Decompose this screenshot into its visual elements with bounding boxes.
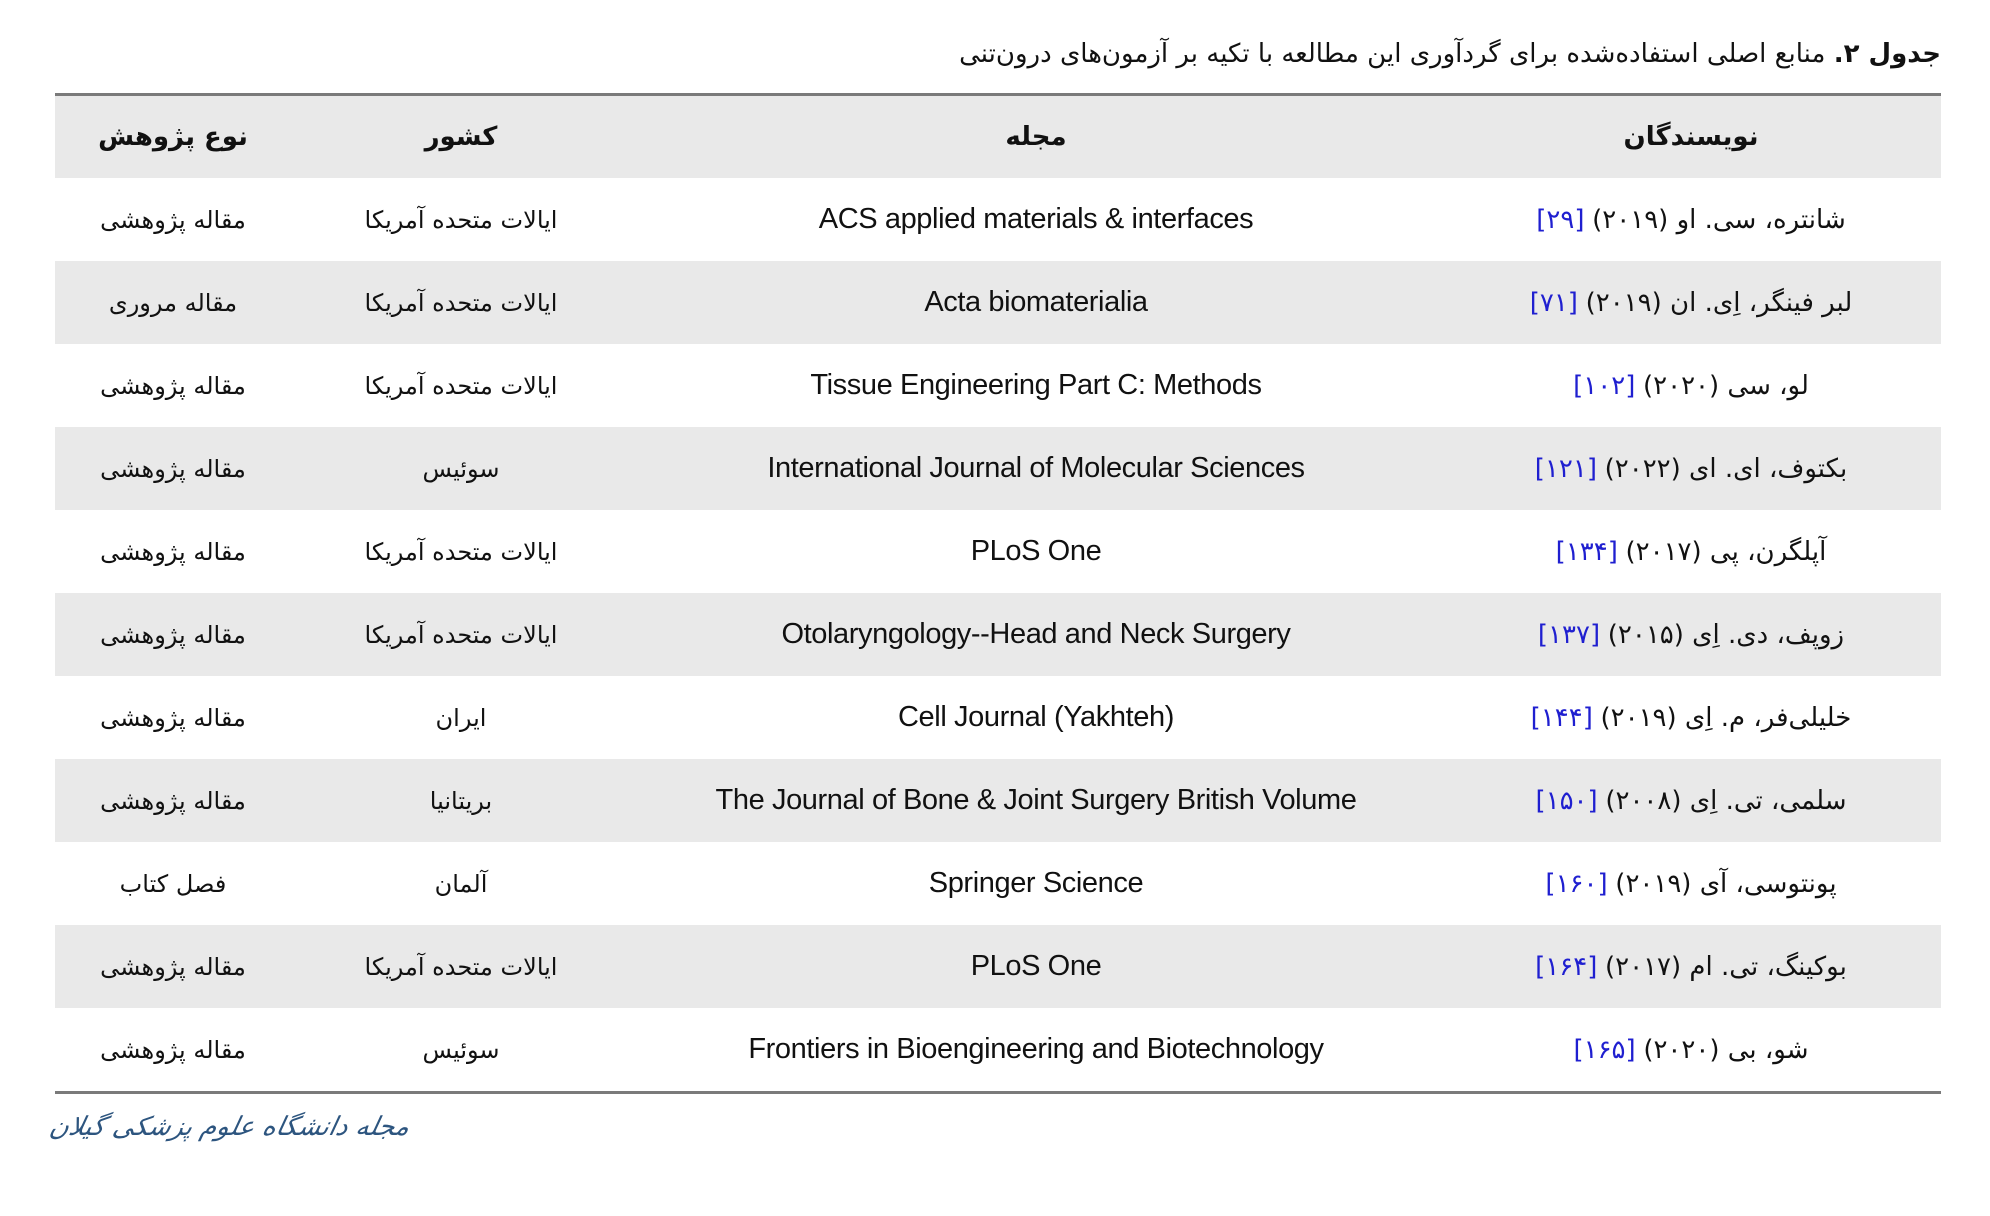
cell-type: مقاله پژوهشی [100, 620, 246, 649]
cell-type: مقاله مروری [108, 288, 238, 317]
cell-author [1441, 925, 1941, 1008]
table-row [55, 1008, 1941, 1091]
table-caption [959, 34, 1941, 74]
cell-journal: PLoS One [970, 535, 1102, 567]
cell-journal: Tissue Engineering Part C: Methods [810, 369, 1262, 401]
citation-link[interactable]: [۲۹] [1536, 204, 1585, 235]
cell-country: آلمان [434, 869, 488, 898]
table-row [55, 593, 1941, 676]
cell-country: ایالات متحده آمریکا [364, 288, 558, 317]
author-name: سلمی، تی. اِی (۲۰۰۸) [1605, 785, 1847, 816]
citation-link[interactable]: [۱۶۰] [1545, 868, 1608, 899]
cell-country: بریتانیا [429, 786, 493, 815]
author-name: زوپف، دی. اِی (۲۰۱۵) [1607, 619, 1845, 650]
table-row [55, 759, 1941, 842]
table-row [55, 842, 1941, 925]
cell-journal: Springer Science [928, 867, 1144, 899]
table-body [55, 178, 1941, 1091]
table-row [55, 261, 1941, 344]
cell-journal: ACS applied materials & interfaces [818, 203, 1254, 235]
cell-country: ایران [435, 703, 487, 732]
citation-link[interactable]: [۱۰۲] [1573, 370, 1636, 401]
cell-country: سوئیس [422, 454, 500, 483]
cell-author [1441, 510, 1941, 593]
cell-journal: The Journal of Bone & Joint Surgery British Volume [715, 784, 1357, 816]
cell-country: ایالات متحده آمریکا [364, 537, 558, 566]
table-row [55, 344, 1941, 427]
table-caption-label: جدول ۲. [1833, 39, 1941, 69]
cell-country: سوئیس [422, 1035, 500, 1064]
author-name: شو، بی (۲۰۲۰) [1643, 1034, 1809, 1065]
cell-author [1441, 344, 1941, 427]
cell-author [1441, 427, 1941, 510]
cell-country: ایالات متحده آمریکا [364, 205, 558, 234]
author-name: خلیلی‌فر، م. اِی (۲۰۱۹) [1600, 702, 1852, 733]
citation-link[interactable]: [۱۵۰] [1535, 785, 1598, 816]
cell-author [1441, 261, 1941, 344]
citation-link[interactable]: [۱۳۴] [1555, 536, 1618, 567]
table-row [55, 676, 1941, 759]
cell-journal: Frontiers in Bioengineering and Biotechnology [748, 1033, 1324, 1065]
sources-table [55, 93, 1941, 1094]
cell-journal: Cell Journal (Yakhteh) [898, 701, 1174, 733]
table-row [55, 178, 1941, 261]
author-name: آپلگرن، پی (۲۰۱۷) [1625, 536, 1827, 567]
cell-type: مقاله پژوهشی [100, 371, 246, 400]
cell-author [1441, 759, 1941, 842]
header-journal: مجله [1005, 122, 1067, 152]
author-name: شانتره، سی. او (۲۰۱۹) [1592, 204, 1846, 235]
cell-country: ایالات متحده آمریکا [364, 952, 558, 981]
cell-type: مقاله پژوهشی [100, 454, 246, 483]
cell-journal: International Journal of Molecular Sciences [767, 452, 1305, 484]
cell-author [1441, 676, 1941, 759]
cell-type: مقاله پژوهشی [100, 786, 246, 815]
citation-link[interactable]: [۱۶۴] [1535, 951, 1598, 982]
cell-author [1441, 178, 1941, 261]
sources-table-grid [55, 96, 1941, 1091]
table-row [55, 427, 1941, 510]
author-name: پونتوسی، آی (۲۰۱۹) [1615, 868, 1837, 899]
author-name: بوکینگ، تی. ام (۲۰۱۷) [1605, 951, 1847, 982]
cell-type: مقاله پژوهشی [100, 1035, 246, 1064]
cell-type: مقاله پژوهشی [100, 537, 246, 566]
cell-type: مقاله پژوهشی [100, 703, 246, 732]
cell-author [1441, 593, 1941, 676]
table-row [55, 510, 1941, 593]
author-name: لو، سی (۲۰۲۰) [1642, 370, 1809, 401]
header-type: نوع پژوهش [98, 122, 248, 152]
cell-type: مقاله پژوهشی [100, 205, 246, 234]
cell-type: فصل کتاب [119, 869, 227, 898]
author-name: لبر فینگر، اِی. ان (۲۰۱۹) [1585, 287, 1853, 318]
cell-author [1441, 1008, 1941, 1091]
citation-link[interactable]: [۱۲۱] [1534, 453, 1597, 484]
cell-type: مقاله پژوهشی [100, 952, 246, 981]
header-country: کشور [424, 122, 498, 152]
cell-country: ایالات متحده آمریکا [364, 371, 558, 400]
cell-journal: Acta biomaterialia [924, 286, 1148, 318]
journal-logo: مجله دانشگاه علوم پزشکی گیلان [46, 1112, 413, 1142]
table-caption-text: منابع اصلی استفاده‌شده برای گردآوری این مطالعه با تکیه بر آزمون‌های درون‌تنی [959, 39, 1826, 69]
cell-journal: PLoS One [970, 950, 1102, 982]
author-name: بکتوف، ای. ای (۲۰۲۲) [1604, 453, 1848, 484]
citation-link[interactable]: [۱۴۴] [1530, 702, 1593, 733]
cell-country: ایالات متحده آمریکا [364, 620, 558, 649]
table-row [55, 925, 1941, 1008]
citation-link[interactable]: [۱۳۷] [1537, 619, 1601, 650]
table-header-row [55, 96, 1941, 178]
header-authors: نویسندگان [1623, 122, 1759, 152]
citation-link[interactable]: [۱۶۵] [1573, 1034, 1636, 1065]
citation-link[interactable]: [۷۱] [1529, 287, 1578, 318]
cell-journal: Otolaryngology--Head and Neck Surgery [781, 618, 1291, 650]
cell-author [1441, 842, 1941, 925]
